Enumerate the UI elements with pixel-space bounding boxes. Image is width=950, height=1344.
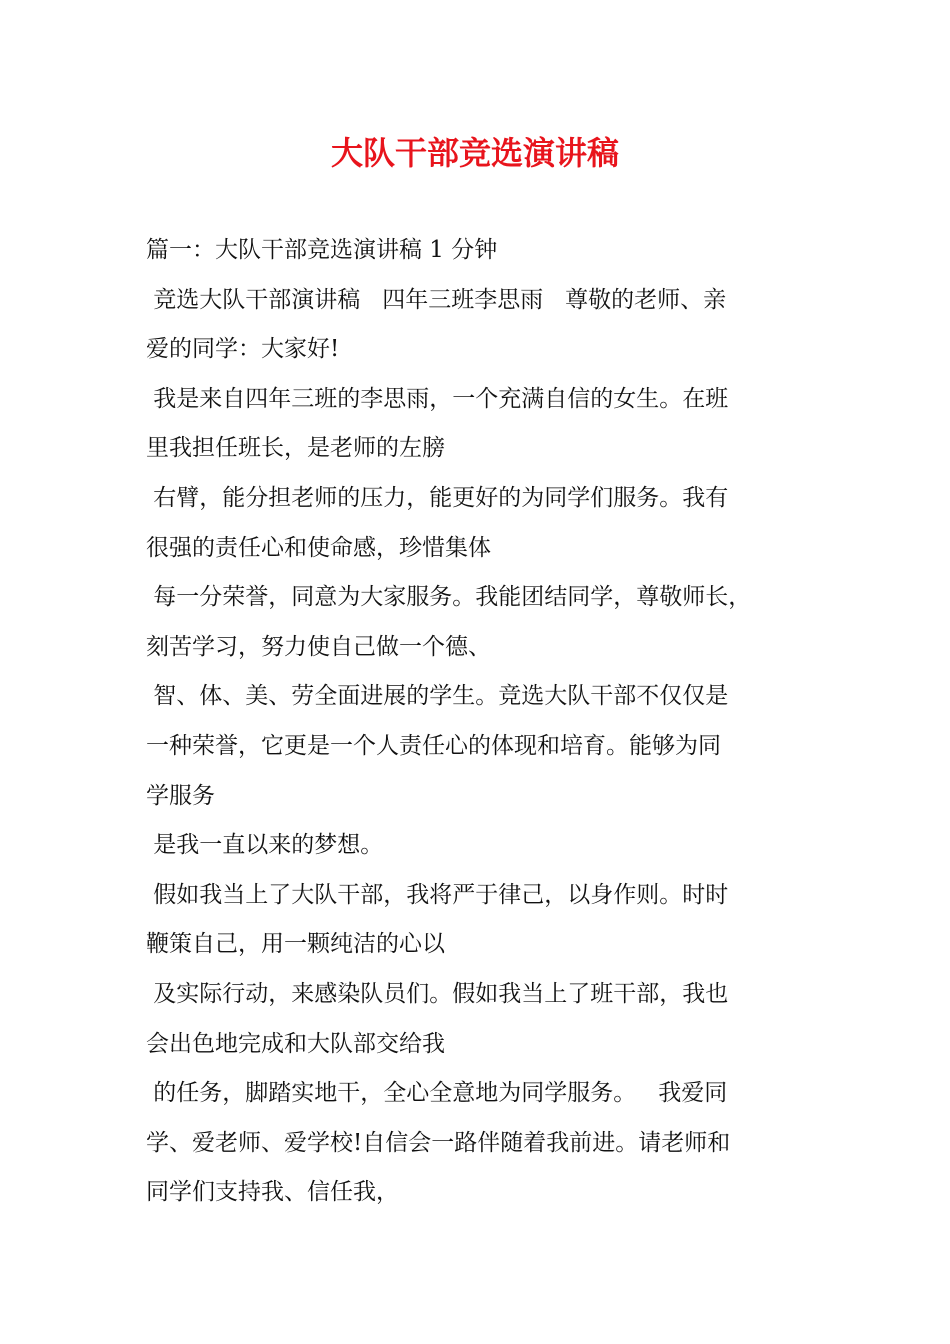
body-line: 智、体、美、劳全面进展的学生。竞选大队干部不仅仅是: [146, 683, 729, 710]
page-title: 大队干部竞选演讲稿: [330, 134, 619, 172]
body-line: 及实际行动，来感染队员们。假如我当上了班干部，我也: [146, 980, 729, 1007]
body-line: 爱的同学：大家好!: [146, 336, 340, 363]
body-line: 一种荣誉，它更是一个人责任心的体现和培育。能够为同: [146, 732, 721, 759]
body-line: 是我一直以来的梦想。: [146, 832, 384, 859]
body-line: 会出色地完成和大队部交给我: [146, 1030, 445, 1057]
body-line: 每一分荣誉，同意为大家服务。我能团结同学，尊敬师长，: [146, 584, 752, 611]
body-line: 学、爱老师、爱学校!自信会一路伴随着我前进。请老师和: [146, 1129, 731, 1156]
body-line: 刻苦学习，努力使自己做一个德、: [146, 633, 491, 660]
body-line: 竞选大队干部演讲稿 四年三班李思雨 尊敬的老师、亲: [146, 286, 727, 313]
body-line: 鞭策自己，用一颗纯洁的心以: [146, 931, 445, 958]
body-line: 很强的责任心和使命感，珍惜集体: [146, 534, 491, 561]
body-line: 篇一：大队干部竞选演讲稿 1 分钟: [146, 237, 498, 263]
body-line: 右臂，能分担老师的压力，能更好的为同学们服务。我有: [146, 484, 729, 511]
body-line: 的任务，脚踏实地干，全心全意地为同学服务。 我爱同: [146, 1080, 728, 1107]
document-body: [146, 226, 816, 1218]
body-line: 学服务: [146, 782, 215, 809]
body-line: 里我担任班长，是老师的左膀: [146, 435, 445, 462]
body-line: 我是来自四年三班的李思雨，一个充满自信的女生。在班: [146, 385, 729, 412]
body-line: 同学们支持我、信任我，: [146, 1179, 399, 1206]
body-line: 假如我当上了大队干部，我将严于律己，以身作则。时时: [146, 881, 729, 908]
